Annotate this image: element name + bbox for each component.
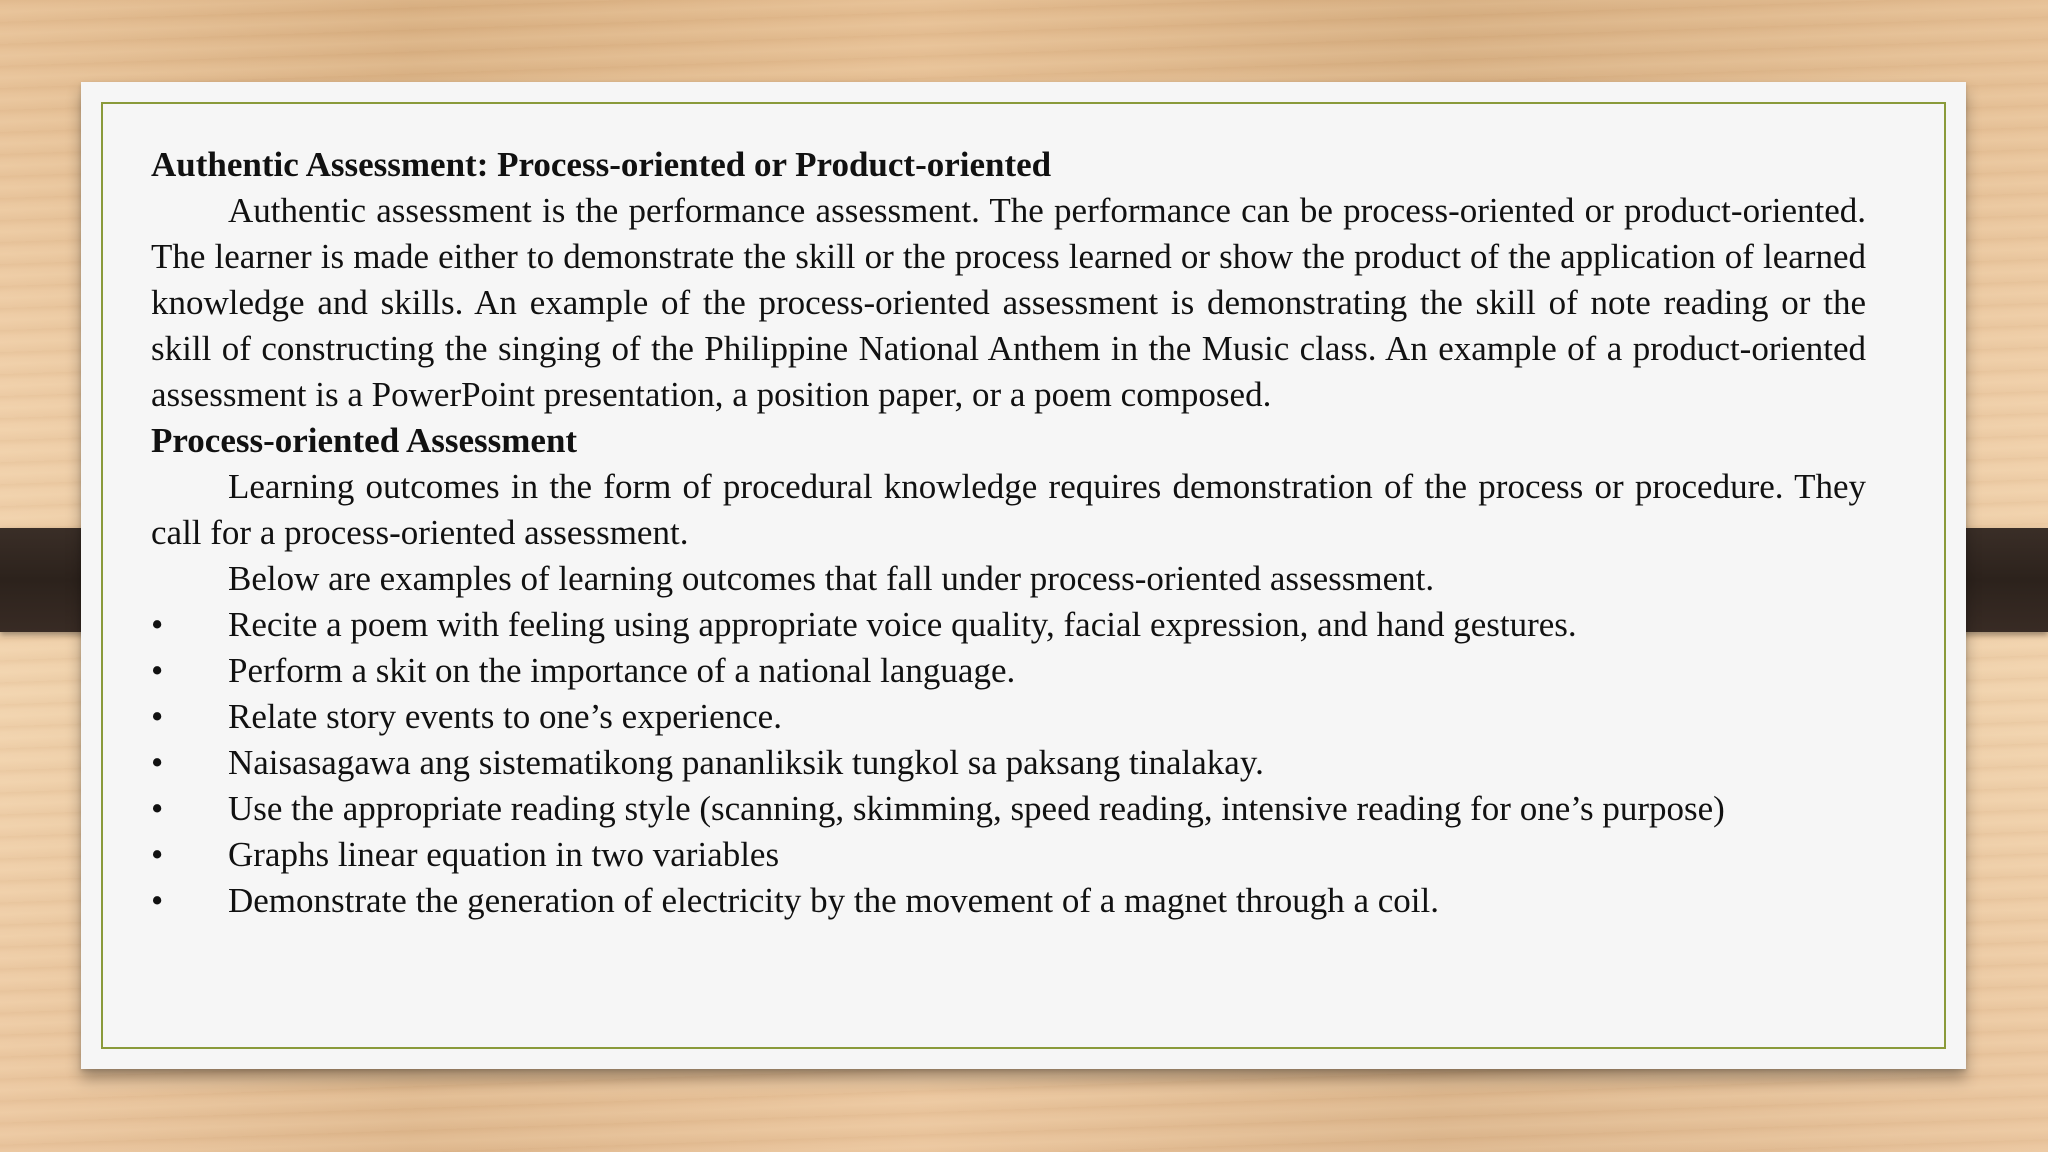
paragraph-examples-intro: Below are examples of learning outcomes that fall under process-oriented assessment.: [228, 559, 1435, 598]
heading-authentic-assessment: Authentic Assessment: Process-oriented or Product-oriented: [151, 145, 1052, 184]
list-item: [151, 648, 1866, 694]
list-item-text: Recite a poem with feeling using appropriate voice quality, facial expression, and hand gestures.: [228, 605, 1577, 644]
list-item-text: Use the appropriate reading style (scanning, skimming, speed reading, intensive reading for one’s purpose): [228, 789, 1725, 828]
list-item: [151, 832, 1866, 878]
slide-paper: [81, 82, 1966, 1069]
slide-content: [151, 142, 1866, 924]
list-item: [151, 602, 1866, 648]
bullet-icon: •: [151, 835, 164, 874]
list-item-text: Relate story events to one’s experience.: [228, 697, 782, 736]
list-item: [151, 694, 1866, 740]
list-item: [151, 740, 1866, 786]
bullet-icon: •: [151, 743, 164, 782]
bullet-icon: •: [151, 789, 164, 828]
list-item-text: Naisasagawa ang sistematikong pananliksik tungkol sa paksang tinalakay.: [228, 743, 1264, 782]
paragraph-authentic-assessment: Authentic assessment is the performance assessment. The performance can be process-oriented or product-oriented. The learner is made either to demonstrate the skill or the process learned or show the product of the application of learned knowledge and skills. An example of the process-oriented assessment is demonstrating the skill of note reading or the skill of constructing the singing of the Philippine National Anthem in the Music class. An example of a product-oriented assessment is a PowerPoint presentation, a position paper, or a poem composed.: [151, 191, 1866, 414]
paragraph-procedural-knowledge: Learning outcomes in the form of procedural knowledge requires demonstration of the process or procedure. They call for a process-oriented assessment.: [151, 467, 1866, 552]
list-item-text: Graphs linear equation in two variables: [228, 835, 780, 874]
list-item-text: Demonstrate the generation of electricity by the movement of a magnet through a coil.: [228, 881, 1439, 920]
bullet-icon: •: [151, 881, 164, 920]
bullet-icon: •: [151, 605, 164, 644]
list-item: [151, 878, 1866, 924]
list-item: [151, 786, 1866, 832]
list-item-text: Perform a skit on the importance of a national language.: [228, 651, 1016, 690]
learning-outcomes-list: [151, 602, 1866, 924]
heading-process-oriented: Process-oriented Assessment: [151, 421, 578, 460]
bullet-icon: •: [151, 651, 164, 690]
bullet-icon: •: [151, 697, 164, 736]
